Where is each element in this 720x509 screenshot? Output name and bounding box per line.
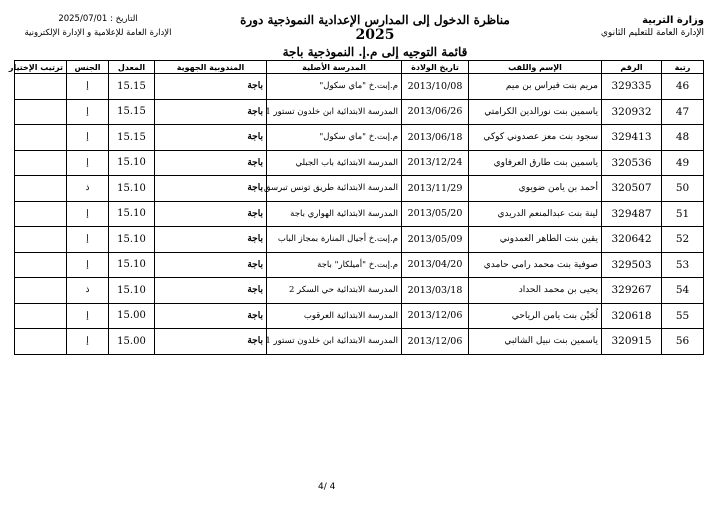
cell-choice-order [15, 252, 67, 278]
cell-choice-order [15, 201, 67, 227]
page-subtitle: قائمة التوجيه إلى م.إ. النموذجية باجة [282, 45, 468, 59]
cell-gender: إ [67, 150, 109, 176]
table-row [15, 278, 704, 304]
cell-average: 15.10 [109, 278, 155, 304]
date-label: التاريخ : [110, 14, 138, 24]
cell-region: باجة [155, 176, 267, 202]
cell-name: أحمد بن يامن ضويوي [469, 176, 602, 202]
cell-choice-order [15, 176, 67, 202]
cell-school: م.إبت.خ أجيال المنارة بمجاز الباب [267, 227, 402, 253]
cell-dob: 2013/04/20 [402, 252, 469, 278]
cell-id: 329267 [602, 278, 662, 304]
cell-region: باجة [155, 303, 267, 329]
cell-id: 320642 [602, 227, 662, 253]
cell-average: 15.15 [109, 125, 155, 151]
cell-name: ياسمين بنت طارق العرفاوي [469, 150, 602, 176]
cell-dob: 2013/06/18 [402, 125, 469, 151]
cell-dob: 2013/12/24 [402, 150, 469, 176]
cell-rank: 53 [662, 252, 704, 278]
cell-choice-order [15, 150, 67, 176]
cell-gender: إ [67, 303, 109, 329]
cell-rank: 50 [662, 176, 704, 202]
cell-dob: 2013/05/20 [402, 201, 469, 227]
cell-dob: 2013/11/29 [402, 176, 469, 202]
col-header-rank: رتبة [662, 61, 704, 74]
table-row [15, 227, 704, 253]
cell-gender: ذ [67, 176, 109, 202]
col-header-gender: الجنس [67, 61, 109, 74]
cell-name: صوفية بنت محمد رامي حامدي [469, 252, 602, 278]
cell-dob: 2013/12/06 [402, 303, 469, 329]
cell-rank: 49 [662, 150, 704, 176]
cell-region: باجة [155, 278, 267, 304]
cell-dob: 2013/06/26 [402, 99, 469, 125]
ministry-name: وزارة التربية [642, 15, 704, 26]
cell-school: المدرسة الابتدائية حي السكر 2 [267, 278, 402, 304]
cell-gender: إ [67, 125, 109, 151]
cell-school: المدرسة الابتدائية طريق تونس تبرسق [267, 176, 402, 202]
table-header-row [15, 61, 704, 74]
cell-rank: 55 [662, 303, 704, 329]
cell-region: باجة [155, 99, 267, 125]
cell-gender: ذ [67, 278, 109, 304]
cell-gender: إ [67, 99, 109, 125]
cell-id: 320507 [602, 176, 662, 202]
header-date-block [8, 12, 188, 40]
cell-id: 320915 [602, 329, 662, 355]
cell-id: 329413 [602, 125, 662, 151]
cell-region: باجة [155, 74, 267, 100]
col-header-name: الإسم واللقب [469, 61, 602, 74]
table-row [15, 176, 704, 202]
cell-school: م.إبت.خ "ماي سكول" [267, 125, 402, 151]
cell-average: 15.00 [109, 329, 155, 355]
cell-name: لينة بنت عبدالمنعم الدريدي [469, 201, 602, 227]
page-title [230, 13, 520, 43]
results-table [8, 60, 704, 355]
col-header-choice-order: ترتيب الإختيار [15, 61, 67, 74]
col-header-region: المندوبية الجهوية [155, 61, 267, 74]
title-year: 2025 [355, 27, 395, 43]
title-text: مناظرة الدخول إلى المدارس الإعدادية النموذجية دورة [240, 13, 510, 27]
cell-dob: 2013/12/06 [402, 329, 469, 355]
cell-average: 15.15 [109, 99, 155, 125]
cell-gender: إ [67, 329, 109, 355]
cell-id: 329487 [602, 201, 662, 227]
cell-average: 15.10 [109, 150, 155, 176]
cell-dob: 2013/03/18 [402, 278, 469, 304]
cell-id: 329503 [602, 252, 662, 278]
cell-school: المدرسة الابتدائية العرقوب [267, 303, 402, 329]
cell-name: يحيى بن محمد الحداد [469, 278, 602, 304]
cell-choice-order [15, 329, 67, 355]
table-row [15, 329, 704, 355]
cell-id: 320932 [602, 99, 662, 125]
col-header-id: الرقم [602, 61, 662, 74]
cell-rank: 48 [662, 125, 704, 151]
cell-region: باجة [155, 227, 267, 253]
table-row [15, 74, 704, 100]
cell-school: م.إبت.خ "ماي سكول" [267, 74, 402, 100]
cell-gender: إ [67, 74, 109, 100]
cell-average: 15.10 [109, 227, 155, 253]
cell-name: ياسمين بنت نبيل الشائبي [469, 329, 602, 355]
header-title-block [230, 13, 520, 59]
cell-id: 329335 [602, 74, 662, 100]
table-row [15, 252, 704, 278]
table-row [15, 303, 704, 329]
cell-average: 15.10 [109, 252, 155, 278]
cell-average: 15.10 [109, 176, 155, 202]
cell-rank: 51 [662, 201, 704, 227]
cell-school: المدرسة الابتدائية ابن خلدون تستور 1 [267, 99, 402, 125]
cell-average: 15.15 [109, 74, 155, 100]
cell-name: مريم بنت فيراس بن ميم [469, 74, 602, 100]
cell-choice-order [15, 227, 67, 253]
cell-region: باجة [155, 329, 267, 355]
table-body [15, 74, 704, 355]
cell-school: م.إبت.خ "أميلكار" باجة [267, 252, 402, 278]
date-line [8, 12, 188, 26]
cell-choice-order [15, 74, 67, 100]
cell-school: المدرسة الابتدائية باب الجبلي [267, 150, 402, 176]
cell-rank: 56 [662, 329, 704, 355]
date-value: 2025/07/01 [58, 14, 108, 24]
cell-name: ياسمين بنت نورالدين الكرامتي [469, 99, 602, 125]
col-header-average: المعدل [109, 61, 155, 74]
cell-gender: إ [67, 201, 109, 227]
cell-school: المدرسة الابتدائية ابن خلدون تستور 1 [267, 329, 402, 355]
cell-dob: 2013/05/09 [402, 227, 469, 253]
header-institution [601, 14, 704, 40]
cell-school: المدرسة الابتدائية الهواري باجة [267, 201, 402, 227]
directorate-name: الإدارة العامة للتعليم الثانوي [600, 28, 704, 38]
cell-id: 320536 [602, 150, 662, 176]
col-header-school: المدرسة الأصلية [267, 61, 402, 74]
cell-gender: إ [67, 252, 109, 278]
cell-rank: 46 [662, 74, 704, 100]
cell-choice-order [15, 125, 67, 151]
cell-region: باجة [155, 125, 267, 151]
cell-rank: 52 [662, 227, 704, 253]
cell-gender: إ [67, 227, 109, 253]
cell-choice-order [15, 99, 67, 125]
cell-average: 15.10 [109, 201, 155, 227]
cell-choice-order [15, 278, 67, 304]
cell-dob: 2013/10/08 [402, 74, 469, 100]
cell-rank: 47 [662, 99, 704, 125]
cell-name: سجود بنت معز عصدوني كوكي [469, 125, 602, 151]
cell-id: 320618 [602, 303, 662, 329]
table-row [15, 150, 704, 176]
cell-choice-order [15, 303, 67, 329]
cell-name: لُجَيْن بنت يامن الرياحي [469, 303, 602, 329]
cell-region: باجة [155, 150, 267, 176]
table-row [15, 99, 704, 125]
cell-rank: 54 [662, 278, 704, 304]
col-header-dob: تاريخ الولادة [402, 61, 469, 74]
cell-region: باجة [155, 201, 267, 227]
cell-region: باجة [155, 252, 267, 278]
table-row [15, 201, 704, 227]
cell-average: 15.00 [109, 303, 155, 329]
info-department: الإدارة العامة للإعلامية و الإدارة الإلكترونية [24, 28, 172, 38]
table-row [15, 125, 704, 151]
page-number: 4/ 4 [318, 482, 336, 492]
cell-name: يقين بنت الطاهر العمدوني [469, 227, 602, 253]
